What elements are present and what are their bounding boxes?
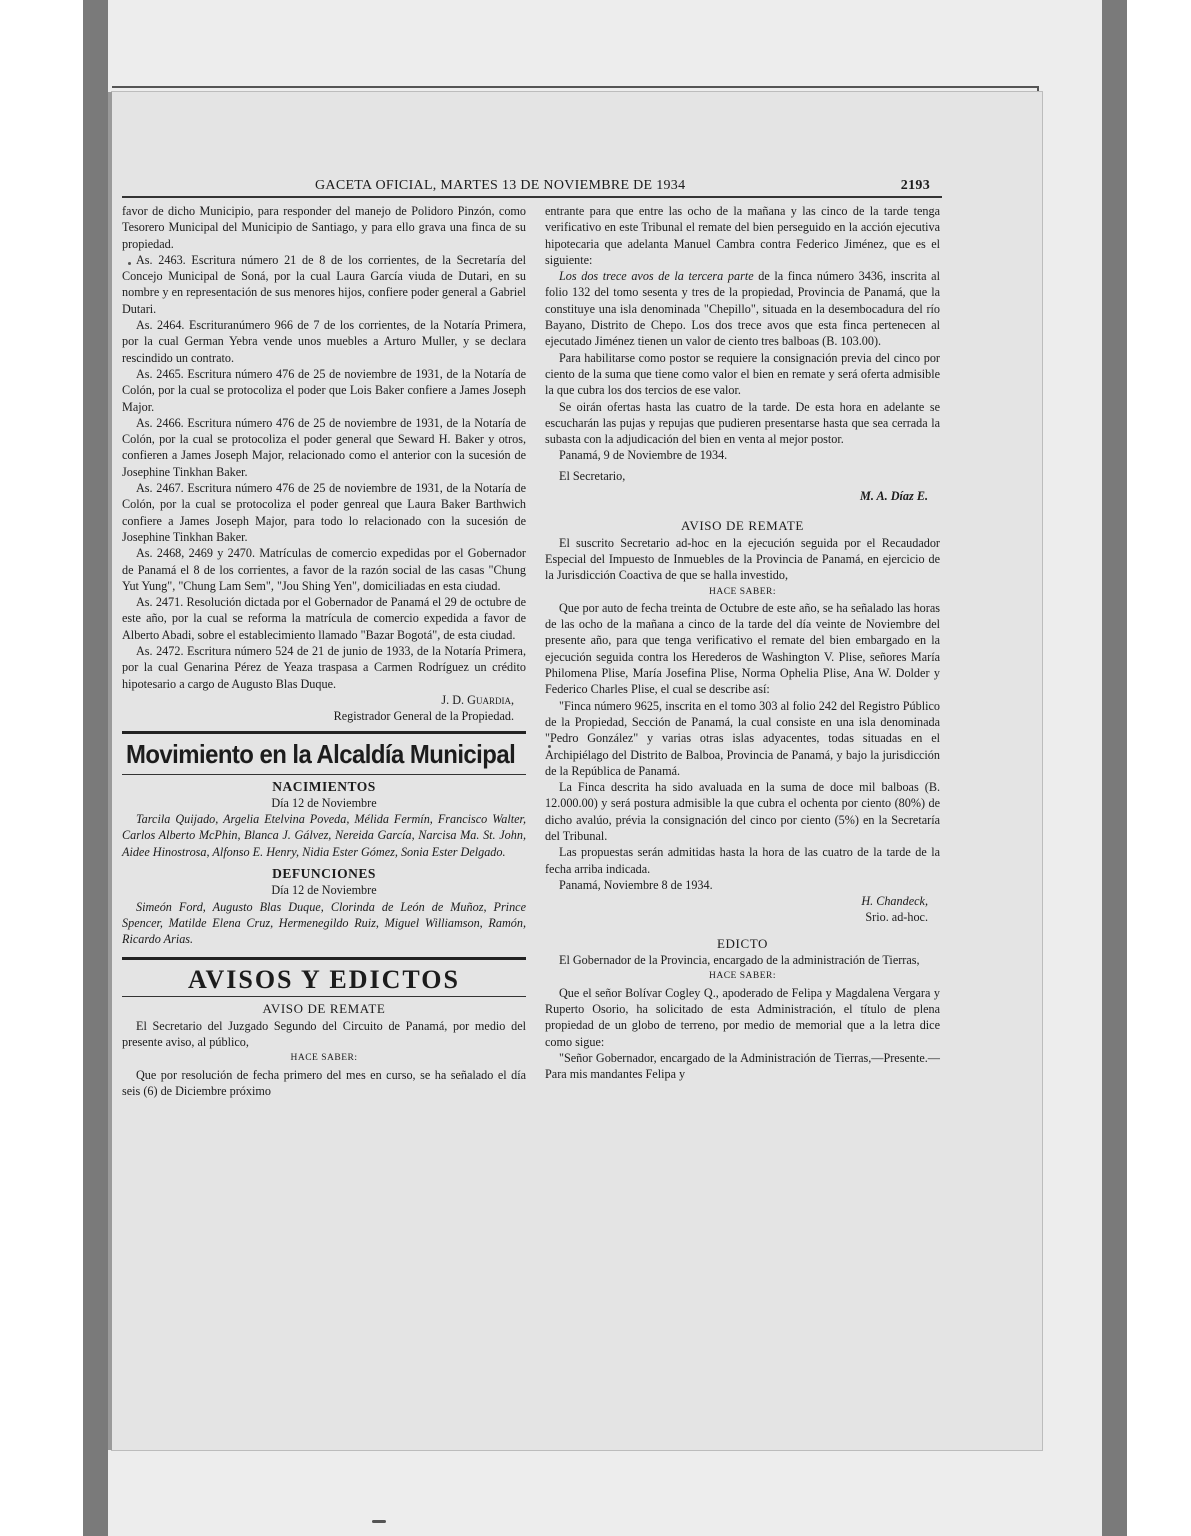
paragraph-text: de la finca número 3436, inscrita al folio 132 del tomo sesenta y tres de la propiedad, Provincia de Panamá, que la constituye una isla denominada "Chepillo", situada en la desembocadura del río Bayano, Distrito de Chepo. Los dos trece avos que esta finca pertenecen al ejecutado Jiménez tienen un valor de ciento tres balboas (B. 103.00). bbox=[545, 269, 940, 349]
paragraph bbox=[545, 268, 940, 349]
nacimientos-heading: NACIMIENTOS bbox=[272, 778, 376, 794]
right-column bbox=[545, 203, 940, 1082]
page-number: 2193 bbox=[900, 178, 930, 193]
paragraph: As. 2465. Escritura número 476 de 25 de noviembre de 1931, de la Notaría de Colón, por la cual se protocoliza el poder que Lois Baker confiere a James Joseph Major. bbox=[122, 366, 526, 414]
signature-title: Registrador General de la Propiedad. bbox=[333, 709, 514, 724]
defunciones-names: Simeón Ford, Augusto Blas Duque, Clorinda de León de Muñoz, Prince Spencer, Matilde Elena Cruz, Hermenegildo Ruiz, Miguel Williamson, Ramón, Ricardo Arias. bbox=[122, 899, 526, 947]
print-speck bbox=[372, 1520, 386, 1523]
signature-name: H. Chandeck, bbox=[861, 894, 928, 909]
paragraph: As. 2471. Resolución dictada por el Gobernador de Panamá el 29 de octubre de este año, por la cual se reforma la matrícula de comercio expedida a favor de Alberto Abadi, sobre el establecimiento llamado "Bazar Bogotá", de esta ciudad. bbox=[122, 595, 526, 642]
gazette-title: GACETA OFICIAL, MARTES 13 DE NOVIEMBRE DE 1934 bbox=[315, 178, 686, 193]
viewer-right-margin bbox=[1102, 0, 1127, 1536]
section-title-avisos: AVISOS Y EDICTOS bbox=[188, 965, 460, 995]
section-title-movimiento: Movimiento en la Alcaldía Municipal bbox=[126, 738, 516, 769]
paragraph: Que por resolución de fecha primero del mes en curso, se ha señalado el día seis (6) de Diciembre próximo bbox=[122, 1067, 526, 1098]
italic-phrase: Los dos trece avos de la tercera parte bbox=[559, 269, 754, 284]
paragraph: Se oirán ofertas hasta las cuatro de la tarde. De esta hora en adelante se escucharán las pujas y repujas que pudieren presentarse hasta que sea cerrada la subasta con la adjudicación del bien en venta al mejor postor. bbox=[545, 399, 940, 447]
defunciones-heading: DEFUNCIONES bbox=[272, 865, 376, 881]
page-header bbox=[205, 176, 930, 198]
paragraph: Para habilitarse como postor se requiere la consignación previa del cinco por ciento de la suma que tiene como valor el bien en remate y será oferta admisible la que cubra los dos tercios de ese valor. bbox=[545, 350, 940, 398]
aviso-heading: AVISO DE REMATE bbox=[262, 1001, 386, 1017]
aviso-heading: AVISO DE REMATE bbox=[681, 518, 804, 534]
signature-name: J. D. Guardia, bbox=[441, 692, 514, 707]
defunciones-date: Día 12 de Noviembre bbox=[271, 883, 377, 898]
date-line: Panamá, 9 de Noviembre de 1934. bbox=[559, 448, 728, 463]
left-column bbox=[122, 203, 526, 1099]
paragraph: Que por auto de fecha treinta de Octubre de este año, se ha señalado las horas de las ocho de la mañana a cinco de la tarde del día veinte de Noviembre del presente año, para que tenga verificativo el remate del bien embargado en la ejecución seguida contra los Herederos de Washington V. Plise, señores María Philomena Plise, María Josefina Plise, Norma Ophelia Plise, Ana W. Dolder y Federico Charles Plise, el cual se describe así: bbox=[545, 600, 940, 697]
viewer-left-margin bbox=[83, 0, 108, 1536]
nacimientos-date: Día 12 de Noviembre bbox=[271, 795, 377, 810]
edicto-heading: EDICTO bbox=[716, 935, 769, 951]
paragraph: As. 2464. Escrituranúmero 966 de 7 de los corrientes, de la Notaría Primera, por la cual German Yebra vende unos muebles a Arturo Muller, y se declara rescindido un contrato. bbox=[122, 318, 526, 365]
header-rule bbox=[122, 196, 942, 198]
nacimientos-names: Tarcila Quijado, Argelia Etelvina Poveda, Mélida Fermín, Francisco Walter, Carlos Alberto McPhin, Blanca J. Gálvez, Nereida García, Narcisa Ma. St. John, Aidee Hinostrosa, Alfonso E. Henry, Nidia Ester Gómez, Sonia Ester Delgado. bbox=[122, 812, 526, 859]
date-line: Panamá, Noviembre 8 de 1934. bbox=[559, 877, 713, 892]
paragraph: Que el señor Bolívar Cogley Q., apoderado de Felipa y Magdalena Vergara y Ruperto Osorio, ha solicitado de esta Administración, el título de plena propiedad de un globo de terreno, por medio de memorial que a la letra dice como sigue: bbox=[545, 985, 940, 1049]
section-rule bbox=[122, 731, 526, 734]
paragraph: El Secretario del Juzgado Segundo del Circuito de Panamá, por medio del presente aviso, al público, bbox=[122, 1018, 526, 1050]
hace-saber: HACE SABER: bbox=[709, 586, 776, 597]
section-rule bbox=[122, 996, 526, 997]
paragraph: As. 2467. Escritura número 476 de 25 de noviembre de 1931, de la Notaría de Colón, por la cual se protocoliza el poder genreal que Laura Baker Barthwich confiere a James Joseph Major, para todo lo relacionado con la sucesión de Josephine Tinkhan Baker. bbox=[122, 481, 526, 544]
hace-saber: HACE SABER: bbox=[709, 971, 776, 982]
paragraph: favor de dicho Municipio, para responder del manejo de Polidoro Pinzón, como Tesorero Municipal del Municipio de Santiago, y para ello grava una finca de su propiedad. bbox=[122, 204, 526, 251]
secretary-line: El Secretario, bbox=[559, 468, 626, 483]
paragraph: La Finca descrita ha sido avaluada en la suma de doce mil balboas (B. 12.000.00) y será postura admisible la que cubra el ochenta por ciento (80%) de dicho avalúo, prévia la consignación del cinco por ciento (5%) en la Secretaría del Tribunal. bbox=[545, 780, 940, 843]
paragraph: El Gobernador de la Provincia, encargado de la administración de Tierras, bbox=[559, 953, 920, 968]
paragraph: As. 2466. Escritura número 476 de 25 de noviembre de 1931, de la Notaría de Colón, por la cual se protocoliza el poder general que Seward H. Baker y otros, confieren a James Joseph Major, relacionado como el anterior con la sucesión de Josephine Tinkhan Baker. bbox=[122, 415, 526, 479]
section-rule bbox=[122, 957, 526, 960]
paragraph: "Señor Gobernador, encargado de la Administración de Tierras,—Presente.—Para mis mandantes Felipa y bbox=[545, 1050, 940, 1082]
print-speck bbox=[548, 745, 551, 748]
section-rule bbox=[122, 774, 526, 775]
paragraph: As. 2468, 2469 y 2470. Matrículas de comercio expedidas por el Gobernador de Panamá el 8 de los corrientes, a favor de la razón social de las casas "Chung Yut Yung", "Chung Lam Sem", "Jou Shing Yen", domiciliadas en esta ciudad. bbox=[122, 546, 526, 593]
print-speck bbox=[128, 262, 131, 265]
signature-title: Srio. ad-hoc. bbox=[865, 910, 928, 925]
paragraph: As. 2472. Escritura número 524 de 21 de junio de 1933, de la Notaría Primera, por la cual Genarina Pérez de Yeaza traspasa a Carmen Rodríguez un crédito hipotesario a cargo de Augusto Blas Duque. bbox=[122, 644, 526, 691]
paragraph: Las propuestas serán admitidas hasta la hora de las cuatro de la tarde de la fecha arriba indicada. bbox=[545, 845, 940, 876]
paragraph: As. 2463. Escritura número 21 de 8 de los corrientes, de la Secretaría del Concejo Municipal de Soná, por la cual Laura García viuda de Dutari, en su nombre y en representación de sus menores hijos, confiere poder general a Gabriel Dutari. bbox=[122, 252, 526, 316]
signature-name: M. A. Díaz E. bbox=[860, 489, 928, 504]
hace-saber: HACE SABER: bbox=[290, 1053, 358, 1064]
paragraph: El suscrito Secretario ad-hoc en la ejecución seguida por el Recaudador Especial del Impuesto de Inmuebles de la Provincia de Panamá, en ejercicio de la Jurisdicción Coactiva de que se halla investido, bbox=[545, 535, 940, 583]
paragraph: entrante para que entre las ocho de la mañana y las cinco de la tarde tenga verificativo en este Tribunal el remate del bien perseguido en la acción ejecutiva hipotecaria que adelanta Manuel Cambra contra Federico Jiménez, que es el siguiente: bbox=[545, 204, 940, 267]
paragraph: "Finca número 9625, inscrita en el tomo 303 al folio 242 del Registro Público de la Propiedad, Sección de Panamá, la cual consiste en una isla denominada "Pedro González" y varias otras islas adyacentes, todas situadas en el Archipiélago del Distrito de Balboa, Provincia de Panamá, y bajo la jurisdicción de la República de Panamá. bbox=[545, 698, 940, 778]
